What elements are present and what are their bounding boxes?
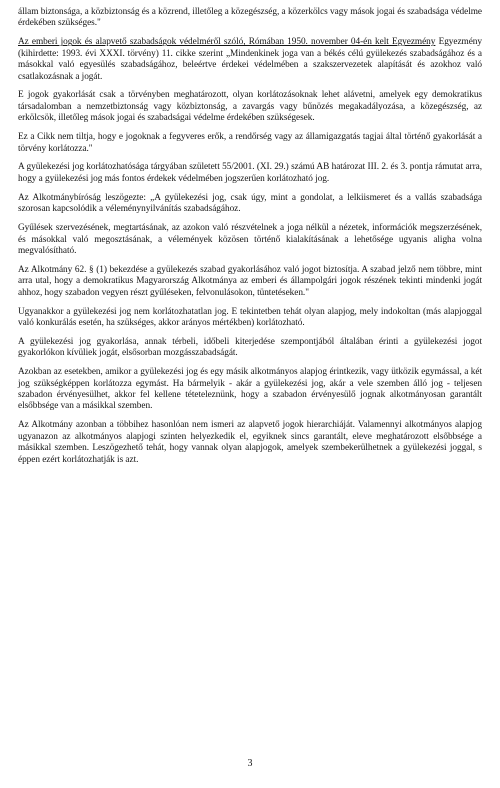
paragraph-armed-forces: Ez a Cikk nem tiltja, hogy e jogoknak a fegyveres erők, a rendőrség vagy az államigazgatás tagjai által történő gyakorlását a törvény korlátozza." [18,132,482,154]
paragraph-no-hierarchy: Az Alkotmány azonban a többihez hasonlóan nem ismeri az alapvető jogok hierarchiáját. Valamennyi alkotmányos alapjog ugyanazon az alkotmányos alapjogi szinten helyezkedik el, egyiknek sincs garantált, eleve meghatározott elsőbbsége a másikkal szemben. Leszögezhető tehát, hogy vannak olyan alapjogok, amelyek szembekerülhetnek a gyülekezési joggal, s éppen ezért korlátozhatják is azt. [18,420,482,465]
paragraph-restrictions: E jogok gyakorlását csak a törvényben meghatározott, olyan korlátozásoknak lehet alávetni, amelyek egy demokratikus társadalomban a nemzetbiztonság vagy közbiztonság, a zavargás vagy bűnözés megakadályozása, a közegészség, az erkölcsök, illetőleg mások jogai és szabadságai védelme érdekében szükségesek. [18,90,482,124]
page-number: 3 [247,758,253,769]
paragraph-assemblies: Gyűlések szervezésének, megtartásának, az azokon való részvételnek a joga nélkül a nézetek, információk megszerzésének, és másokkal való megosztásának, a vélemények közösen történő kialakításának a lehetősége ugyanis aligha volna megvalósítható. [18,223,482,256]
paragraph-freedom-of-movement: A gyülekezési jog gyakorlása, annak térbeli, időbeli kiterjedése szempontjából általában érinti a gyülekezési jogot gyakorlókon kívüliek jogát, elsősorban mozgásszabadságát. [18,336,482,359]
convention-title-underlined: Az emberi jogok és alapvető szabadságok védelméről szóló, Rómában 1950. november 04-én kelt Egyezmény [18,37,436,48]
paragraph-conflicting-rights: Azokban az esetekben, amikor a gyülekezési jog és egy másik alkotmányos alapjog érintkezik, vagy ütközik egymással, a két jog szükségképpen korlátozza egymást. Ha bármelyik - akár a gyülekezési jog, akár a vele szemben álló jog - teljesen szabadon érvényesülhet, akkor fel kellene téteteleznünk, hogy a szabadon érvényesülő jognak alkotmányosan garantált elsőbbsége van a másikkal szemben. [18,367,482,412]
paragraph-constitution-62: Az Alkotmány 62. § (1) bekezdése a gyülekezés szabad gyakorlásához való jogot biztosítja. A szabad jelző nem többre, mint arra utal, hogy a demokratikus Magyarország Alkotmánya az emberi és állampolgári jogok részének tekinti mindenki jogát ahhoz, hogy szabadon vegyen részt gyűléseken, felvonulásokon, tüntetéseken." [18,264,482,298]
paragraph-convention-article-11 [18,37,482,83]
paragraph-court-statement: Az Alkotmánybíróság leszögezte: „A gyülekezési jog, csak úgy, mint a gondolat, a lelkiismeret és a vallás szabadsága szorosan kapcsolódik a véleménynyilvánítás szabadságához. [18,192,482,215]
paragraph-not-unlimited: Ugyanakkor a gyülekezési jog nem korlátozhatatlan jog. E tekintetben tehát olyan alapjog, mely indokoltan (más alapjoggal való konkurálás esetén, ha szükséges, akkor arányos mértékben) korlátozható. [18,306,482,328]
paragraph-continuation: állam biztonsága, a közbiztonság és a közrend, illetőleg a közegészség, a közerkölcs vagy mások jogai és szabadsága védelme érdekében szükséges." [18,7,482,29]
paragraph-ab-decision: A gyülekezési jog korlátozhatósága tárgyában született 55/2001. (XI. 29.) számú AB határozat III. 2. és 3. pontja rámutat arra, hogy a gyülekezési jog más fontos érdekek védelmében jogszerűen korlátozható jog. [18,162,482,184]
convention-article-text: Egyezmény (kihirdette: 1993. évi XXXI. törvény) 11. cikke szerint „Mindenkinek joga van a békés célú gyülekezés szabadságához és a másokkal való egyesülés szabadságához, beleértve érdekei védelmében a szakszervezetek alapítását és azokhoz való csatlakozásnak a jogát. [18,37,482,82]
